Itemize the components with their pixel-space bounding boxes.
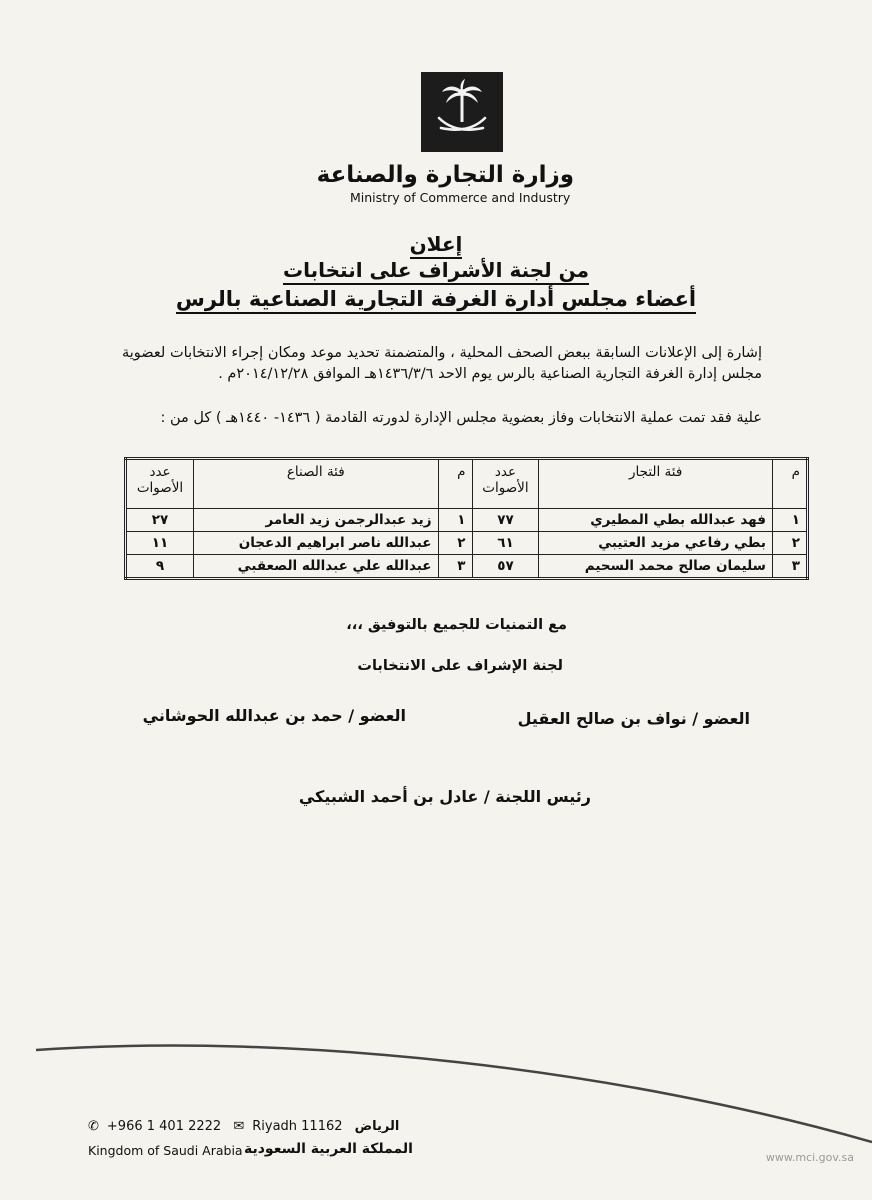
- column-header-number: م: [772, 459, 807, 509]
- column-header-industrialists: فئة الصناع: [194, 459, 439, 509]
- row-number: ٢: [438, 532, 472, 555]
- intro-paragraph: إشارة إلى الإعلانات السابقة ببعض الصحف المحلية ، والمتضمنة تحديد موعد ومكان إجراء الانتخابات لعضوية مجلس إدارة الغرفة التجارية الصناعية بالرس يوم الاحد ١٤٣٦/٣/٦هـ الموافق ٢٠١٤/١٢/٢٨م .: [122, 345, 762, 382]
- announcement-heading: إعلان: [0, 232, 872, 256]
- ministry-logo: [421, 72, 503, 152]
- merchant-votes: ٦١: [472, 532, 539, 555]
- country-arabic: المملكة العربية السعودية: [244, 1141, 413, 1157]
- table-row: [126, 555, 808, 579]
- merchant-name: بطي رفاعي مزيد العتيبي: [539, 532, 773, 555]
- city-arabic: الرياض: [354, 1119, 400, 1134]
- merchant-votes: ٥٧: [472, 555, 539, 579]
- table-row: [126, 532, 808, 555]
- envelope-icon: ✉: [233, 1119, 245, 1134]
- row-number: ٣: [438, 555, 472, 579]
- row-number: ٣: [772, 555, 807, 579]
- row-number: ١: [438, 509, 472, 532]
- industrialist-votes: ١١: [126, 532, 194, 555]
- website-url: www.mci.gov.sa: [765, 1151, 854, 1164]
- table-header-row: [126, 459, 808, 509]
- phone-icon: ✆: [88, 1119, 99, 1134]
- closing-wishes: مع التمنيات للجميع بالتوفيق ،،،: [346, 617, 567, 633]
- row-number: ٢: [772, 532, 807, 555]
- results-paragraph: علية فقد تمت عملية الانتخابات وفاز بعضوية مجلس الإدارة لدورته القادمة ( ١٤٣٦- ١٤٤٠هـ ) كل من :: [160, 410, 762, 426]
- merchant-name: سليمان صالح محمد السحيم: [539, 555, 773, 579]
- ministry-name-english: Ministry of Commerce and Industry: [350, 190, 571, 205]
- row-number: ١: [772, 509, 807, 532]
- phone-number: +966 1 401 2222: [106, 1119, 222, 1134]
- industrialist-name: زيد عبدالرجمن زيد العامر: [194, 509, 439, 532]
- industrialist-votes: ٢٧: [126, 509, 194, 532]
- table-row: [126, 509, 808, 532]
- industrialist-name: عبدالله ناصر ابراهيم الدعجان: [194, 532, 439, 555]
- merchant-votes: ٧٧: [472, 509, 539, 532]
- column-header-number: م: [438, 459, 472, 509]
- palm-and-swords-emblem-icon: [421, 72, 503, 152]
- industrialist-votes: ٩: [126, 555, 194, 579]
- merchant-name: فهد عبدالله بطي المطيري: [539, 509, 773, 532]
- column-header-votes: عدد الأصوات: [472, 459, 539, 509]
- election-results-table: [124, 457, 809, 580]
- announcement-subheading: من لجنة الأشراف على انتخابات: [0, 258, 872, 282]
- po-box: Riyadh 11162: [252, 1119, 343, 1134]
- member-signature-1: العضو / نواف بن صالح العقيل: [517, 709, 750, 728]
- column-header-votes: عدد الأصوات: [126, 459, 194, 509]
- industrialist-name: عبدالله علي عبدالله الصعقبي: [194, 555, 439, 579]
- country-english: Kingdom of Saudi Arabia: [88, 1143, 243, 1158]
- chairman-signature: رئيس اللجنة / عادل بن أحمد الشبيكي: [298, 787, 591, 806]
- announcement-subject: أعضاء مجلس أدارة الغرفة التجارية الصناعية بالرس: [0, 287, 872, 311]
- committee-name: لجنة الإشراف على الانتخابات: [357, 658, 563, 674]
- column-header-merchants: فئة التجار: [539, 459, 773, 509]
- ministry-name-arabic: وزارة التجارة والصناعة: [316, 162, 574, 188]
- footer-contact: [88, 1119, 407, 1134]
- member-signature-2: العضو / حمد بن عبدالله الحوشاني: [142, 706, 406, 725]
